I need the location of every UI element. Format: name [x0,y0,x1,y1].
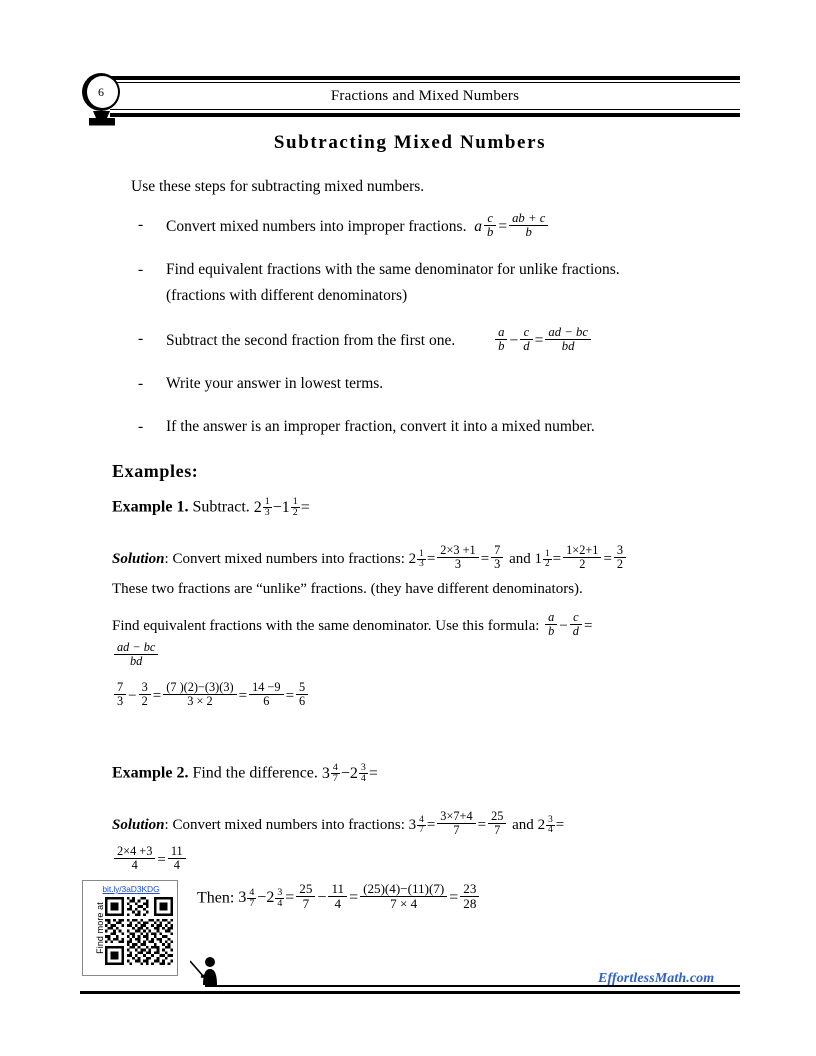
mixed-number-whole: 1 [281,498,290,516]
footer-rule-thick [80,991,740,994]
fraction-denominator: 4 [277,897,283,909]
fraction-ab-plus-c-over-b [509,212,548,240]
fraction-answer [460,882,479,911]
solution-label: Solution [112,550,165,567]
fraction-numerator: 14 −9 [249,681,283,695]
mixed-number-fraction [247,888,256,909]
example-1-formula [543,610,593,638]
mixed-number-whole: 3 [408,816,417,833]
fraction-numerator: a [545,611,557,625]
conjunction-and: and [512,816,534,833]
fraction-numerator: 2×4 +3 [114,845,155,859]
fraction-step [437,810,475,837]
fraction-result [614,544,626,571]
chapter-title: Fractions and Mixed Numbers [330,88,520,104]
equals-sign: = [603,550,612,567]
fraction-a-over-b [495,326,507,354]
bullet-dash: - [138,261,144,278]
fraction-numerator: 11 [168,845,186,859]
fraction-a-over-b [545,611,557,638]
fraction-numerator: 3 [360,762,366,773]
fraction-step [563,544,601,571]
fraction-numerator: 1 [544,548,550,559]
fraction-result [168,845,186,872]
fraction-ad-minus-bc-over-bd [114,641,158,668]
example-1-solution-line-3 [112,611,732,638]
fraction-numerator: c [520,326,532,340]
mixed-number-fraction [291,497,300,518]
fraction-numerator: 4 [249,886,255,898]
fraction-11-over-4 [328,882,347,911]
equals-sign: = [285,687,295,704]
fraction-denominator: 4 [548,824,553,835]
page-title: Subtracting Mixed Numbers [273,132,547,153]
example-1-expression [253,496,310,518]
mixed-number-fraction [546,816,555,836]
fraction-numerator: 3×7+4 [437,810,475,824]
mixed-number-fraction [331,763,340,784]
steps-list [138,212,738,457]
example-2-conversion-2-start [537,814,565,835]
fraction-numerator: a [495,326,507,340]
fraction-numerator: 1 [292,496,298,507]
list-item-text-line2: (fractions with different denominators) [166,287,408,304]
fraction-c-over-b [484,212,496,240]
fraction-denominator: 6 [299,693,306,708]
minus-sign: − [272,498,282,516]
mixed-number-fraction [417,816,426,836]
mixed-number-whole: 2 [349,764,358,782]
fraction-denominator: 7 [494,822,501,837]
equals-sign: = [552,550,562,567]
fraction-result [545,326,591,354]
mixed-number-whole: 2 [408,550,417,567]
solution-label: Solution [112,816,165,833]
conjunction-and: and [509,550,531,567]
mixed-number-fraction [275,888,284,909]
mixed-number-whole: 3 [238,889,247,907]
fraction-numerator: 4 [332,762,338,773]
fraction-denominator: 3 [117,693,124,708]
solution-text: Convert mixed numbers into fractions: [172,550,405,567]
list-item [138,257,738,309]
fraction-numerator: 3 [139,681,151,695]
fraction-numerator: 7 [114,681,126,695]
mixed-number-fraction [543,550,552,570]
fraction-denominator: 2 [616,556,624,571]
fraction-numerator: ad − bc [114,641,158,655]
mixed-number-whole: 2 [537,816,546,833]
fraction-7-over-3 [114,681,126,708]
equals-sign: = [238,687,248,704]
fraction-numerator: (25)(4)−(11)(7) [360,882,447,897]
fraction-numerator: ab + c [509,212,548,226]
header-rule-top-thick [110,76,740,80]
example-2-conversion-2-continued [112,845,188,872]
example-1-label: Example 1. [112,498,189,516]
fraction-denominator: 7 [302,895,310,911]
list-item-text: Write your answer in lowest terms. [166,375,384,392]
page-header [80,76,740,122]
example-2-solution-line-1 [112,810,712,837]
qr-code-box[interactable] [82,880,178,976]
fraction-denominator: 3 [494,556,501,571]
fraction-denominator: 4 [334,895,342,911]
teacher-pointer-icon [190,955,224,987]
mixed-number-fraction [263,497,272,518]
example-2-label: Example 2. [112,764,189,782]
example-2-expression [321,762,378,784]
fraction-denominator: 3 [264,506,270,518]
bullet-dash: - [138,418,144,435]
fraction-denominator: 7 [332,772,338,784]
minus-sign: − [317,889,327,907]
equals-sign: = [426,816,436,833]
fraction-denominator: b [525,225,532,240]
fraction-numerator: 3 [548,814,553,825]
mixed-number-fraction [359,763,368,784]
fraction-denominator: 7 [453,822,460,837]
equals-sign: = [426,550,436,567]
fraction-expanded [360,882,447,911]
header-rule-top-thin [110,82,740,83]
fraction-denominator: 2 [141,693,148,708]
fraction-denominator: 2 [292,506,298,518]
list-item [138,326,738,354]
qr-short-link[interactable]: bit.ly/3aD3KDG [102,884,160,894]
fraction-numerator: c [570,611,582,625]
fraction-answer [296,681,308,708]
equals-sign: = [583,617,593,634]
minus-sign: − [257,889,267,907]
bullet-dash: - [138,375,144,392]
equals-sign: = [157,851,166,868]
mixed-number-fraction [417,550,426,570]
solution-text: Find equivalent fractions with the same denominator. Use this formula: [112,617,540,634]
fraction-denominator: b [548,623,555,638]
fraction-denominator: 6 [263,693,270,708]
list-item-text: If the answer is an improper fraction, convert it into a mixed number. [166,418,595,435]
example-2-problem [112,763,378,784]
fraction-result [488,810,506,837]
solution-text: Convert mixed numbers into fractions: [172,816,405,833]
equals-sign: = [555,816,565,833]
fraction-numerator: ad − bc [545,326,591,340]
fraction-denominator: 4 [360,772,366,784]
globe-page-number-badge [80,72,136,128]
mixed-number-whole: 2 [266,889,275,907]
equals-sign: = [152,687,162,704]
minus-sign: − [340,764,350,782]
fraction-numerator: 4 [419,814,424,825]
fraction-c-over-d [570,611,582,638]
fraction-denominator: d [572,623,579,638]
fraction-step [114,845,155,872]
qr-code-icon[interactable] [105,897,173,965]
list-item [138,414,738,440]
fraction-denominator: 7 [419,824,424,835]
fraction-denominator: 7 × 4 [390,895,418,911]
formula-mixed-to-improper [470,211,550,240]
fraction-numerator: 3 [614,544,626,558]
equals-sign: = [368,764,378,782]
fraction-numerator: 2×3 +1 [437,544,478,558]
bullet-dash: - [138,330,144,347]
bullet-dash: - [138,216,144,233]
minus-sign: − [559,617,568,634]
equals-sign: = [534,332,544,349]
fraction-numerator: 3 [277,886,283,898]
list-item-text: Convert mixed numbers into improper fractions. [166,218,467,235]
equals-sign: = [285,889,295,907]
example-2-calculation [197,882,481,911]
fraction-c-over-d [520,326,532,354]
mixed-number-whole: 2 [253,498,262,516]
mixed-number-whole: 1 [534,550,542,567]
header-rule-bottom-thick [110,113,740,117]
fraction-denominator: 2 [544,558,550,569]
equals-sign: = [449,889,459,907]
mixed-number-whole: 3 [321,764,330,782]
qr-caption: Find more at [95,902,105,954]
fraction-numerator: c [484,212,496,226]
page-number: 6 [98,85,104,99]
equals-sign: = [477,816,487,833]
fraction-denominator: bd [130,653,143,668]
fraction-numerator: 1 [419,548,424,559]
example-1-solution-line-2: These two fractions are “unlike” fractions. (they have different denominators). [112,581,583,597]
fraction-numerator: 5 [296,681,308,695]
fraction-25-over-7 [296,882,315,911]
fraction-denominator: b [498,339,505,354]
example-1-calculation [112,681,310,708]
fraction-step [437,544,478,571]
formula-subtract-fractions [493,325,593,354]
fraction-numerator: 7 [491,544,503,558]
fraction-numerator: 11 [328,882,347,897]
example-1-problem [112,497,310,518]
header-rule-bottom-thin [110,109,740,110]
formula-lead: a [474,218,482,235]
fraction-denominator: 3 × 2 [187,693,213,708]
fraction-numerator: 1×2+1 [563,544,601,558]
equals-sign: = [300,498,310,516]
fraction-numerator: 25 [296,882,315,897]
example-1-solution-line-1 [112,544,732,571]
fraction-denominator: 3 [454,556,462,571]
examples-heading: Examples: [112,461,199,481]
equals-sign: = [480,550,490,567]
equals-sign: = [349,889,359,907]
fraction-numerator: 25 [488,810,506,824]
solution-colon: : [164,816,169,833]
fraction-denominator: b [486,225,494,240]
solution-colon: : [164,550,169,567]
example-1-prompt: Subtract. [192,498,250,516]
then-label: Then: [197,889,235,907]
fraction-3-over-2 [139,681,151,708]
fraction-denominator: 28 [463,895,477,911]
fraction-denominator: d [523,339,530,354]
example-1-formula-continued [112,641,160,668]
example-2-prompt: Find the difference. [192,764,318,782]
intro-text: Use these steps for subtracting mixed numbers. [131,178,425,195]
footer-brand[interactable]: EffortlessMath.com [598,971,715,986]
fraction-denominator: 7 [249,897,255,909]
fraction-denominator: bd [561,339,575,354]
minus-sign: − [509,332,519,349]
fraction-expanded [163,681,236,708]
list-item [138,212,738,240]
list-item-text: Find equivalent fractions with the same denominator for unlike fractions. [166,261,620,278]
fraction-numerator: (7 )(2)−(3)(3) [163,681,236,695]
fraction-denominator: 4 [131,857,138,872]
fraction-denominator: 3 [419,558,424,569]
minus-sign: − [128,687,137,704]
equals-sign: = [498,218,508,235]
fraction-denominator: 2 [579,556,586,571]
list-item-text: Subtract the second fraction from the first one. [166,332,456,349]
fraction-denominator: 4 [173,857,180,872]
fraction-numerator: 1 [264,496,270,507]
fraction-simplified [249,681,283,708]
fraction-result [491,544,503,571]
list-item [138,371,738,397]
fraction-numerator: 23 [460,882,479,897]
